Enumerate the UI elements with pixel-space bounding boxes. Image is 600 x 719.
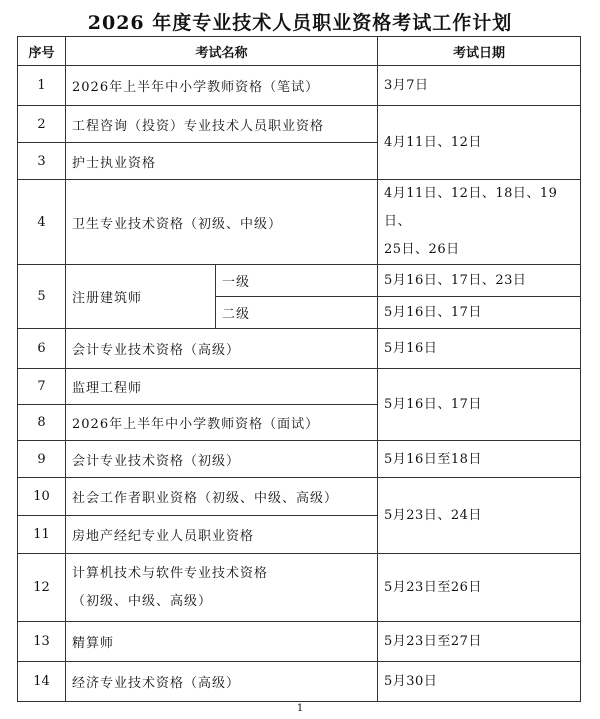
page-number: 1 (296, 703, 304, 714)
exam-schedule-table (17, 36, 581, 702)
table-row (18, 66, 581, 106)
row-number: 13 (18, 622, 66, 662)
row-number: 14 (18, 662, 66, 702)
row-number: 7 (18, 369, 66, 405)
exam-date: 5月16日、17日 (378, 297, 581, 329)
exam-date (378, 180, 581, 265)
header-date: 考试日期 (378, 37, 581, 66)
row-number: 6 (18, 329, 66, 369)
table-row (18, 369, 581, 405)
row-number: 10 (18, 478, 66, 516)
row-number: 4 (18, 180, 66, 265)
header-name: 考试名称 (66, 37, 378, 66)
table-row (18, 622, 581, 662)
exam-date: 5月16日 (378, 329, 581, 369)
exam-date: 5月23日、24日 (378, 478, 581, 554)
row-number: 2 (18, 106, 66, 143)
row-number: 12 (18, 554, 66, 622)
header-no: 序号 (18, 37, 66, 66)
exam-date: 4月11日、12日 (378, 106, 581, 180)
exam-name: 会计专业技术资格（高级） (66, 329, 378, 369)
exam-date: 5月16日、17日、23日 (378, 265, 581, 297)
row-number: 9 (18, 441, 66, 478)
exam-date: 5月16日、17日 (378, 369, 581, 441)
exam-name: 房地产经纪专业人员职业资格 (66, 516, 378, 554)
exam-date-line: 25日、26日 (384, 242, 460, 257)
exam-subcategory: 一级 (216, 265, 378, 297)
exam-name: 会计专业技术资格（初级） (66, 441, 378, 478)
exam-name: 社会工作者职业资格（初级、中级、高级） (66, 478, 378, 516)
exam-date: 3月7日 (378, 66, 581, 106)
exam-name: 工程咨询（投资）专业技术人员职业资格 (66, 106, 378, 143)
page-title: 2026 年度专业技术人员职业资格考试工作计划 (87, 12, 513, 34)
exam-date: 5月23日至26日 (378, 554, 581, 622)
exam-subcategory: 二级 (216, 297, 378, 329)
exam-name: 卫生专业技术资格（初级、中级） (66, 180, 378, 265)
exam-name: 2026年上半年中小学教师资格（面试） (66, 405, 378, 441)
row-number: 5 (18, 265, 66, 329)
table-row (18, 441, 581, 478)
row-number: 8 (18, 405, 66, 441)
row-number: 1 (18, 66, 66, 106)
table-row (18, 180, 581, 265)
table-row (18, 106, 581, 143)
table-header-row (18, 37, 581, 66)
exam-name: 监理工程师 (66, 369, 378, 405)
table-row (18, 554, 581, 622)
table-row (18, 329, 581, 369)
exam-name-line: （初级、中级、高级） (72, 593, 213, 609)
row-number: 11 (18, 516, 66, 554)
table-row (18, 478, 581, 516)
exam-name: 精算师 (66, 622, 378, 662)
exam-date: 5月30日 (378, 662, 581, 702)
exam-name: 经济专业技术资格（高级） (66, 662, 378, 702)
exam-name-line: 计算机技术与软件专业技术资格 (72, 565, 269, 581)
table-row (18, 265, 581, 297)
exam-date-line: 4月11日、12日、18日、19日、 (384, 186, 558, 229)
exam-name: 护士执业资格 (66, 143, 378, 180)
table-row (18, 662, 581, 702)
exam-date: 5月23日至27日 (378, 622, 581, 662)
exam-name: 2026年上半年中小学教师资格（笔试） (66, 66, 378, 106)
row-number: 3 (18, 143, 66, 180)
exam-date: 5月16日至18日 (378, 441, 581, 478)
exam-name (66, 554, 378, 622)
exam-name: 注册建筑师 (66, 265, 216, 329)
